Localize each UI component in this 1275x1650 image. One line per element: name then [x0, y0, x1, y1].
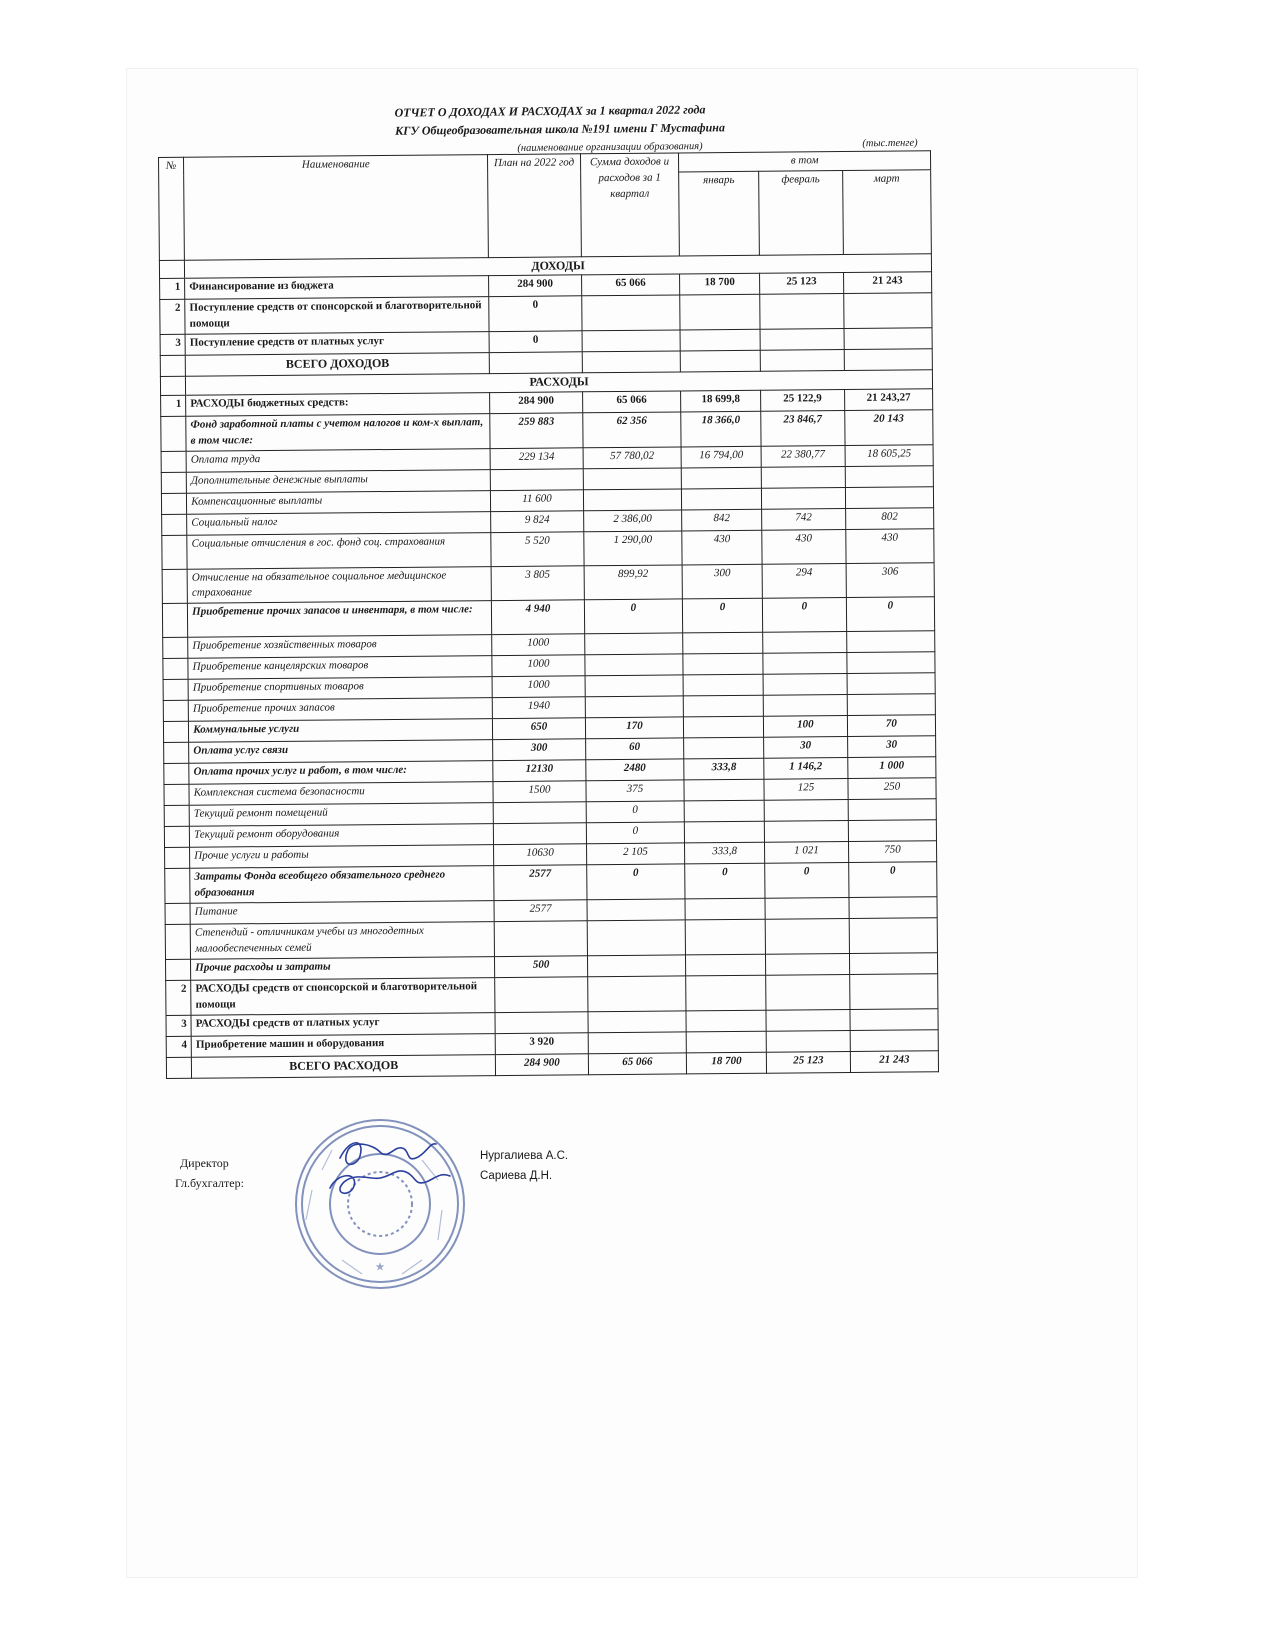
cell-plan — [495, 977, 588, 1013]
cell-mar: 306 — [846, 562, 934, 598]
row-name: Текущий ремонт помещений — [189, 803, 493, 827]
cell-mar — [847, 631, 935, 653]
cell-sum: 1 290,00 — [583, 530, 682, 565]
row-name: РАСХОДЫ средств от спонсорской и благотворительной помощи — [191, 978, 495, 1016]
row-number: 2 — [160, 300, 185, 335]
row-name: Приобретение машин и оборудования — [191, 1034, 495, 1058]
cell-mar: 430 — [846, 528, 934, 563]
expense-total-label: ВСЕГО РАСХОДОВ — [192, 1055, 496, 1079]
cell-plan — [493, 802, 585, 824]
cell-plan — [494, 823, 586, 845]
cell-sum — [582, 351, 681, 373]
cell-sum: 57 780,02 — [583, 446, 682, 468]
cell-jan — [684, 738, 764, 760]
cell-plan — [490, 352, 582, 374]
cell-mar: 18 605,25 — [845, 444, 933, 466]
cell-mar — [847, 694, 935, 716]
cell-feb: 0 — [765, 863, 849, 899]
accountant-name: Сариева Д.Н. — [480, 1170, 553, 1182]
director-name: Нургалиева А.С. — [480, 1150, 569, 1162]
cell-feb: 0 — [762, 598, 846, 633]
row-name: Приобретение прочих запасов и инвентаря, в том числе: — [188, 601, 492, 638]
cell-mar — [849, 918, 937, 954]
cell-sum: 0 — [586, 801, 685, 823]
cell-jan: 842 — [682, 509, 762, 531]
row-number — [161, 451, 186, 472]
cell-jan: 18 700 — [680, 274, 760, 296]
row-name: Затраты Фонда всеобщего обязательного среднего образования — [190, 866, 494, 904]
cell-sum — [587, 955, 686, 977]
row-name: Отчисление на обязательное социальное медицинское страхование — [187, 566, 491, 604]
cell-plan: 259 883 — [490, 412, 583, 448]
cell-sum: 0 — [586, 864, 685, 900]
cell-jan — [683, 633, 763, 655]
row-name: Приобретение прочих запасов — [188, 698, 492, 722]
cell-plan: 12130 — [493, 760, 585, 782]
cell-mar: 250 — [848, 778, 936, 800]
col-header-feb: февраль — [759, 170, 844, 255]
cell-mar — [844, 349, 932, 371]
cell-jan — [680, 351, 760, 373]
cell-feb — [765, 919, 849, 955]
cell-plan: 284 900 — [496, 1054, 588, 1076]
cell-plan: 1940 — [493, 697, 585, 719]
cell-feb: 25 123 — [759, 273, 843, 295]
units-label: (тыс.тенге) — [862, 137, 918, 150]
row-name: Финансирование из бюджета — [185, 276, 489, 300]
cell-sum — [583, 467, 682, 489]
row-name: Социальные отчисления в гос. фонд соц. страхования — [187, 532, 491, 569]
cell-feb: 1 146,2 — [764, 758, 848, 780]
cell-mar — [848, 820, 936, 842]
cell-plan: 10630 — [494, 844, 586, 866]
cell-feb — [766, 1010, 850, 1032]
cell-feb — [765, 954, 849, 976]
cell-plan: 1500 — [493, 781, 585, 803]
row-number — [164, 827, 189, 848]
cell-plan: 3 920 — [496, 1033, 588, 1055]
cell-feb: 100 — [763, 716, 847, 738]
cell-feb — [764, 800, 848, 822]
row-number — [165, 848, 190, 869]
cell-plan: 650 — [493, 718, 585, 740]
row-name: Оплата труда — [186, 448, 490, 472]
row-number — [163, 701, 188, 722]
col-header-mar: март — [842, 170, 931, 255]
cell-feb — [760, 294, 844, 330]
cell-jan: 18 700 — [687, 1052, 767, 1074]
row-number — [164, 743, 189, 764]
cell-jan: 333,8 — [685, 843, 765, 865]
cell-jan — [686, 1010, 766, 1032]
cell-sum — [588, 1032, 687, 1054]
cell-sum: 899,92 — [584, 564, 683, 600]
row-name: Коммунальные услуги — [189, 719, 493, 743]
cell-sum — [585, 675, 684, 697]
row-number — [161, 472, 186, 493]
cell-jan — [681, 467, 761, 489]
cell-mar — [849, 953, 937, 975]
row-name: Степендий - отличникам учебы из многодетных малообеспеченных семей — [190, 922, 494, 960]
row-name: Прочие расходы и затраты — [191, 957, 495, 981]
cell-plan: 300 — [493, 739, 585, 761]
cell-sum: 0 — [584, 599, 683, 634]
row-number — [164, 806, 189, 827]
row-name: Оплата услуг связи — [189, 740, 493, 764]
cell-feb — [763, 695, 847, 717]
cell-mar: 0 — [846, 597, 934, 632]
cell-plan: 500 — [495, 956, 587, 978]
cell-jan: 18 366,0 — [681, 411, 761, 447]
cell-plan — [491, 468, 583, 490]
cell-jan — [683, 696, 763, 718]
row-name: РАСХОДЫ средств от платных услуг — [191, 1013, 495, 1037]
row-number — [162, 535, 187, 569]
cell-feb — [766, 1031, 850, 1053]
row-number: 3 — [166, 1015, 191, 1036]
section-expenses-label: РАСХОДЫ — [186, 370, 933, 395]
row-name: Поступление средств от платных услуг — [185, 332, 489, 356]
cell-plan: 4 940 — [492, 600, 585, 635]
row-name: Прочие услуги и работы — [190, 845, 494, 869]
cell-feb — [763, 632, 847, 654]
cell-feb — [763, 674, 847, 696]
cell-mar: 20 143 — [845, 409, 933, 445]
cell-feb: 22 380,77 — [761, 445, 845, 467]
cell-jan — [686, 954, 766, 976]
cell-mar — [850, 1009, 938, 1031]
row-name: Поступление средств от спонсорской и благотворительной помощи — [185, 297, 489, 335]
row-number — [161, 493, 186, 514]
cell-jan — [685, 822, 765, 844]
row-number — [162, 569, 187, 604]
cell-feb — [761, 487, 845, 509]
cell-jan: 300 — [682, 564, 762, 600]
col-header-num: № — [159, 157, 185, 260]
cell-feb: 742 — [762, 508, 846, 530]
cell-sum — [584, 633, 683, 655]
row-number — [165, 904, 190, 925]
row-name: Социальный налог — [187, 511, 491, 535]
cell-jan: 0 — [685, 864, 765, 900]
row-name: Текущий ремонт оборудования — [190, 824, 494, 848]
cell-mar: 21 243 — [843, 272, 931, 294]
cell-plan: 284 900 — [489, 275, 581, 297]
cell-mar — [850, 1030, 938, 1052]
cell-mar: 802 — [845, 507, 933, 529]
cell-sum: 62 356 — [582, 412, 681, 448]
row-name: Приобретение хозяйственных товаров — [188, 635, 492, 659]
row-number: 1 — [161, 395, 186, 416]
cell-sum — [583, 488, 682, 510]
cell-feb: 430 — [762, 529, 846, 564]
cell-sum: 170 — [585, 717, 684, 739]
cell-sum: 60 — [585, 738, 684, 760]
cell-jan — [686, 975, 766, 1011]
cell-jan — [684, 780, 764, 802]
row-name: РАСХОДЫ бюджетных средств: — [186, 392, 490, 416]
cell-mar — [845, 486, 933, 508]
cell-sum: 65 066 — [581, 274, 680, 296]
cell-feb — [766, 975, 850, 1011]
row-number: 2 — [166, 980, 191, 1015]
cell-jan — [684, 717, 764, 739]
col-header-name: Наименование — [184, 155, 489, 261]
cell-mar: 30 — [847, 736, 935, 758]
cell-jan — [685, 899, 765, 921]
report-table-wrapper — [158, 150, 939, 1079]
cell-mar — [845, 465, 933, 487]
cell-mar: 0 — [849, 862, 937, 898]
cell-plan: 5 520 — [491, 531, 584, 566]
cell-sum — [587, 976, 686, 1012]
cell-plan: 0 — [489, 296, 582, 332]
row-name: Фонд заработной платы с учетом налогов и ком-х выплат, в том числе: — [186, 413, 490, 451]
cell-plan: 3 805 — [491, 565, 584, 601]
section-income-label: ДОХОДЫ — [185, 254, 932, 279]
cell-mar: 21 243 — [850, 1051, 938, 1073]
cell-mar — [847, 673, 935, 695]
cell-feb: 294 — [762, 563, 846, 599]
cell-mar: 1 000 — [848, 757, 936, 779]
cell-feb: 30 — [764, 737, 848, 759]
row-number — [164, 785, 189, 806]
cell-plan: 2577 — [494, 900, 586, 922]
cell-sum: 2480 — [585, 759, 684, 781]
cell-jan — [680, 295, 760, 331]
cell-plan: 1000 — [492, 655, 584, 677]
cell-sum: 375 — [586, 780, 685, 802]
cell-feb — [763, 653, 847, 675]
cell-jan — [685, 920, 765, 956]
row-name: Компенсационные выплаты — [187, 490, 491, 514]
director-label: Директор — [180, 1156, 229, 1170]
cell-mar — [844, 328, 932, 350]
row-number — [164, 764, 189, 785]
cell-mar — [849, 897, 937, 919]
cell-sum: 0 — [586, 822, 685, 844]
row-number — [160, 356, 185, 377]
svg-text:★: ★ — [375, 1262, 385, 1273]
cell-mar: 750 — [848, 841, 936, 863]
cell-sum — [585, 696, 684, 718]
cell-plan: 0 — [489, 331, 581, 353]
cell-sum — [581, 295, 680, 331]
cell-feb — [764, 821, 848, 843]
cell-jan: 430 — [682, 530, 762, 565]
cell-jan — [683, 675, 763, 697]
report-title: ОТЧЕТ О ДОХОДАХ И РАСХОДАХ за 1 квартал 2022 года — [394, 102, 706, 120]
cell-sum: 2 105 — [586, 843, 685, 865]
row-number — [162, 514, 187, 535]
organization-name: КГУ Общеобразовательная школа №191 имени Г Мустафина — [394, 120, 725, 138]
signatures-handwritten — [310, 1128, 460, 1208]
cell-sum — [587, 920, 686, 956]
cell-sum: 2 386,00 — [583, 509, 682, 531]
row-number — [166, 959, 191, 980]
row-number — [165, 869, 190, 904]
cell-sum — [587, 899, 686, 921]
row-number — [163, 680, 188, 701]
cell-plan: 9 824 — [491, 510, 583, 532]
row-number — [163, 638, 188, 659]
cell-mar: 70 — [847, 715, 935, 737]
row-number — [165, 925, 190, 960]
cell-feb — [760, 329, 844, 351]
cell-sum: 65 066 — [588, 1053, 687, 1075]
row-name: Комплексная система безопасности — [189, 782, 493, 806]
cell-feb: 23 846,7 — [761, 410, 845, 446]
cell-jan: 16 794,00 — [681, 446, 761, 468]
cell-feb: 1 021 — [764, 842, 848, 864]
cell-mar — [847, 652, 935, 674]
cell-sum: 65 066 — [582, 391, 681, 413]
cell-plan: 229 134 — [490, 447, 582, 469]
col-header-jan: январь — [679, 171, 759, 256]
row-number — [163, 722, 188, 743]
cell-plan: 284 900 — [490, 391, 582, 413]
col-header-group: в том — [679, 151, 931, 172]
row-name: Приобретение спортивных товаров — [188, 677, 492, 701]
col-header-plan: План на 2022 год — [488, 154, 581, 258]
cell-feb — [761, 466, 845, 488]
cell-mar — [848, 799, 936, 821]
row-name: Дополнительные денежные выплаты — [186, 469, 490, 493]
col-header-sum: Сумма доходов и расходов за 1 квартал — [580, 153, 679, 257]
cell-jan — [680, 330, 760, 352]
cell-jan — [682, 488, 762, 510]
row-name: Оплата прочих услуг и работ, в том числе: — [189, 761, 493, 785]
cell-jan: 0 — [683, 599, 763, 634]
row-number — [161, 416, 186, 451]
cell-sum — [588, 1011, 687, 1033]
row-number: 1 — [160, 279, 185, 300]
cell-jan — [684, 801, 764, 823]
organization-caption: (наименование организации образования) — [517, 141, 703, 154]
cell-mar — [850, 974, 938, 1010]
row-number: 4 — [166, 1036, 191, 1057]
cell-sum — [585, 654, 684, 676]
cell-plan — [495, 921, 588, 957]
cell-feb — [765, 898, 849, 920]
row-name: Питание — [190, 901, 494, 925]
cell-plan: 11 600 — [491, 489, 583, 511]
cell-mar: 21 243,27 — [844, 388, 932, 410]
row-name: Приобретение канцелярских товаров — [188, 656, 492, 680]
cell-feb: 25 123 — [766, 1052, 850, 1074]
income-total-label: ВСЕГО ДОХОДОВ — [185, 353, 489, 377]
cell-jan: 18 699,8 — [681, 390, 761, 412]
row-number: 3 — [160, 335, 185, 356]
cell-plan: 2577 — [494, 865, 587, 901]
cell-jan — [683, 654, 763, 676]
row-number — [166, 1057, 191, 1078]
report-table — [158, 150, 939, 1079]
cell-plan: 1000 — [492, 634, 584, 656]
cell-mar — [844, 293, 932, 329]
cell-jan: 333,8 — [684, 759, 764, 781]
accountant-label: Гл.бухгалтер: — [175, 1176, 244, 1190]
cell-feb: 125 — [764, 779, 848, 801]
row-number — [162, 604, 187, 638]
row-number — [163, 659, 188, 680]
cell-plan: 1000 — [492, 676, 584, 698]
cell-plan — [495, 1012, 587, 1034]
cell-jan — [686, 1031, 766, 1053]
cell-feb — [760, 350, 844, 372]
cell-sum — [582, 330, 681, 352]
cell-feb: 25 122,9 — [760, 389, 844, 411]
